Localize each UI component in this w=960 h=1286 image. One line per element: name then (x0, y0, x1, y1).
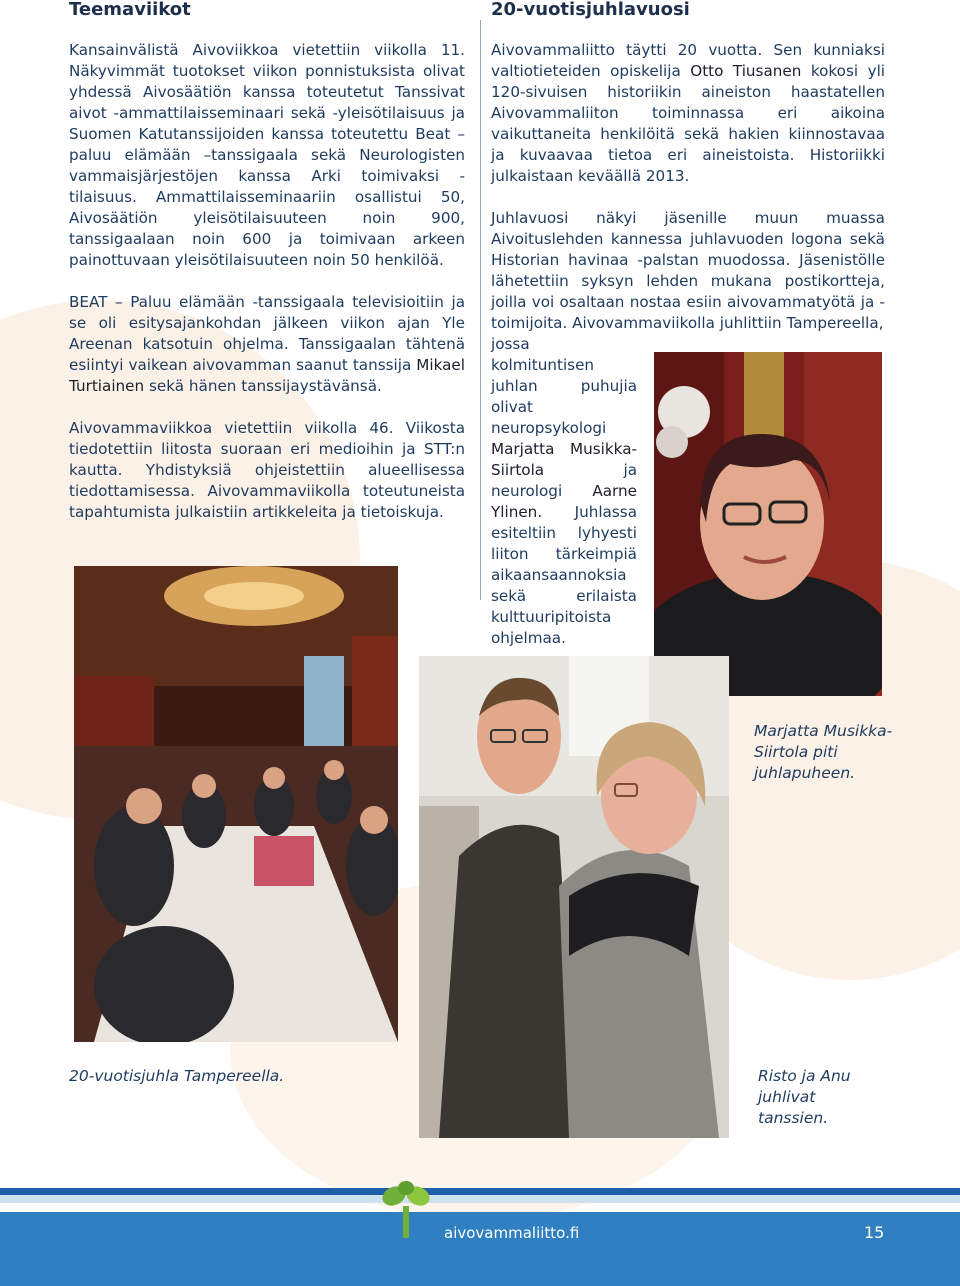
caption-dance: Risto ja Anu juhlivat tanssien. (758, 1067, 851, 1127)
banquet-hall-photo (74, 566, 398, 1042)
footer-stripe-light (0, 1195, 960, 1203)
person-name: Mikael Turtiainen (69, 356, 465, 395)
paragraph-juhla: jossa kolmituntisen juhlan puhujia olivat neuropsykologi Marjatta Musikka-Siirtola ja neurologi Aarne Ylinen. Juhlassa esiteltiin lyhyesti liiton tärkeimpiä aikaansaannoksia sekä erilaista kulttuuripitoista ohjelmaa. (491, 335, 637, 647)
section-heading-juhlavuosi: 20-vuotisjuhlavuosi (491, 0, 690, 20)
dancing-couple-illustration (419, 656, 729, 1138)
dancing-couple-photo (419, 656, 729, 1138)
caption-speaker: Marjatta Musikka-Siirtola piti juhlapuheen. (754, 722, 893, 782)
page-number: 15 (864, 1223, 885, 1242)
speaker-portrait-illustration (654, 352, 882, 696)
tree-logo-icon (380, 1180, 432, 1240)
caption-hall: 20-vuotisjuhla Tampereella. (69, 1067, 285, 1085)
person-name: Otto Tiusanen (690, 62, 802, 80)
column-divider (480, 20, 481, 600)
section-heading-teemaviikot: Teemaviikot (69, 0, 191, 20)
speaker-portrait-photo (654, 352, 882, 696)
paragraph-aivovammaviikko: Aivovammaviikkoa vietettiin viikolla 46. Viikosta tiedotettiin liitosta suoraan eri medioihin ja STT:n kautta. Yhdistyksiä ohjeistettiin alueellisessa tiedottamisessa. Aivovammaviikolla toteutuneista tapahtumista julkaistiin artikkeleita ja tietoiskuja. (69, 419, 465, 521)
person-name: Aarne Ylinen (491, 482, 637, 521)
right-column-narrow-text (491, 334, 637, 670)
footer-website-link[interactable]: aivovammaliitto.fi (444, 1224, 580, 1242)
right-column-text (491, 40, 885, 334)
paragraph-historiikki: Aivovammaliitto täytti 20 vuotta. Sen kunniaksi valtiotieteiden opiskelija Otto Tiusanen kokosi yli 120-sivuisen historiikin aineiston haastatellen Aivovammaliiton toiminnassa eri aikoina vaikuttaneita henkilöitä sekä hakien kiinnostavaa ja kuvaavaa tietoa eri aineistoista. Historiikki julkaistaan keväällä 2013. (491, 41, 886, 185)
banquet-hall-illustration (74, 566, 398, 1042)
left-column-text (69, 40, 465, 544)
paragraph-beat: BEAT – Paluu elämään -tanssigaala televisioitiin ja se oli esitysajankohdan jälkeen viikon ajan Yle Areenan katsotuin ohjelma. Tanssigaalan tähtenä esiintyi vaikean aivovamman saanut tanssija Mikael Turtiainen sekä hänen tanssijaystävänsä. (69, 293, 465, 395)
paragraph-aivoviikko: Kansainvälistä Aivoviikkoa vietettiin viikolla 11. Näkyvimmät tuotokset viikon ponnistuksista olivat yhdessä Aivosäätiön kanssa toteutetut Tanssivat aivot -ammattilaisseminaari sekä -yleisötilaisuus ja Suomen Katutanssijoiden kanssa toteutettu Beat – paluu elämään –tanssigaala sekä Neurologisten vammaisjärjestöjen kanssa Arki toimivaksi -tilaisuus. Ammattilaisseminaariin osallistui 50, Aivosäätiön yleisötilaisuuteen noin 900, tanssigaalaan noin 600 ja toimivaan arkeen painottuvaan yleisötilaisuuteen noin 50 henkilöä. (69, 41, 465, 269)
paragraph-juhlavuosi: Juhlavuosi näkyi jäsenille muun muassa Aivoituslehden kannessa juhlavuoden logona sekä Historian havinaa -palstan muodossa. Jäsenistölle lähetettiin syksyn lehden mukana postikortteja, joilla voi osaltaan nostaa esiin aivovammatyötä ja -toimijoita. Aivovammaviikolla juhlittiin Tampereella, (491, 209, 885, 332)
person-name: Marjatta Musikka-Siirtola (491, 440, 637, 479)
footer-stripe (0, 1188, 960, 1195)
